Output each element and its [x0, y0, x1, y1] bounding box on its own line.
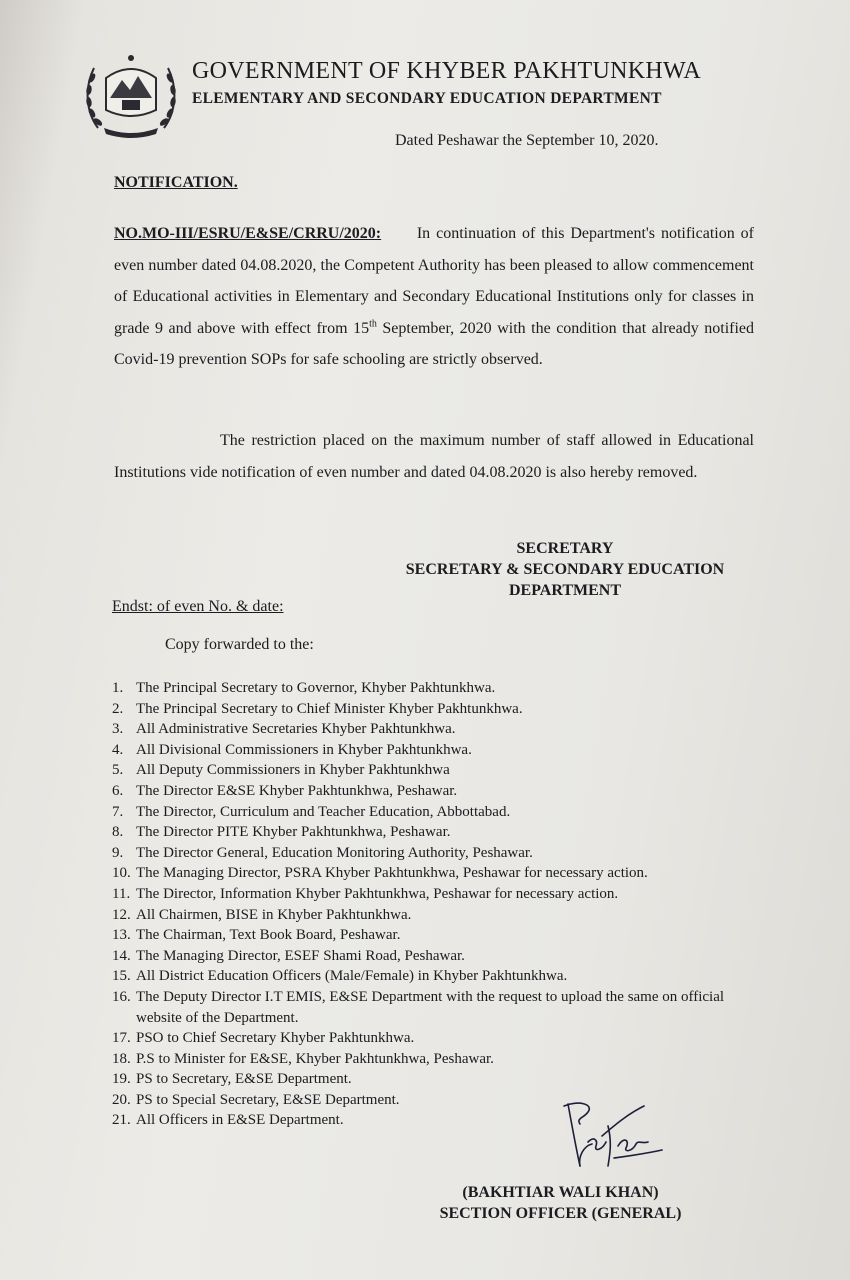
list-item-number: 19. [112, 1071, 131, 1088]
list-item [112, 802, 762, 823]
list-item [112, 699, 762, 720]
list-item-text: The Principal Secretary to Chief Minister Khyber Pakhtunkhwa. [136, 700, 523, 717]
officer-name: (BAKHTIAR WALI KHAN) [462, 1184, 659, 1201]
list-item-text: PS to Special Secretary, E&SE Department. [136, 1091, 400, 1108]
list-item-number: 17. [112, 1030, 131, 1047]
list-item-number: 10. [112, 865, 131, 882]
list-item-text: The Deputy Director I.T EMIS, E&SE Department with the request to upload the same on official website of the Department. [136, 988, 725, 1026]
notification-paragraph-2: The restriction placed on the maximum number of staff allowed in Educational Institutions vide notification of even number and dated 04.08.2020 is also hereby removed. [114, 432, 754, 481]
list-item-number: 14. [112, 947, 131, 964]
list-item-text: The Principal Secretary to Governor, Khyber Pakhtunkhwa. [136, 680, 496, 696]
list-item [112, 760, 762, 781]
reference-number: NO.MO-III/ESRU/E&SE/CRRU/2020: [114, 225, 382, 242]
list-item [112, 781, 762, 802]
list-item-number: 2. [112, 700, 124, 717]
list-item-number: 6. [112, 782, 124, 799]
section-officer-block [418, 1182, 703, 1224]
list-item-number: 9. [112, 844, 124, 861]
list-item-text: The Director PITE Khyber Pakhtunkhwa, Peshawar. [136, 824, 451, 841]
list-item-number: 1. [112, 680, 124, 696]
list-item-number: 16. [112, 988, 131, 1005]
list-item-number: 13. [112, 927, 131, 944]
list-item-text: The Director E&SE Khyber Pakhtunkhwa, Peshawar. [136, 782, 458, 799]
list-item [112, 719, 762, 740]
list-item [112, 884, 762, 905]
list-item-number: 12. [112, 906, 131, 923]
handwritten-signature [558, 1096, 670, 1176]
list-item-number: 4. [112, 741, 124, 758]
list-item [112, 1069, 762, 1090]
notification-paragraph-1 [114, 218, 754, 376]
list-item-number: 3. [112, 721, 124, 738]
copy-forwarded-line: Copy forwarded to the: [165, 636, 314, 653]
list-item [112, 740, 762, 761]
government-title: GOVERNMENT OF KHYBER PAKHTUNKHWA [192, 58, 701, 84]
list-item [112, 925, 762, 946]
list-item-text: The Managing Director, PSRA Khyber Pakhtunkhwa, Peshawar for necessary action. [136, 865, 648, 882]
government-emblem-icon [80, 48, 182, 140]
list-item [112, 678, 762, 699]
list-item-number: 21. [112, 1112, 131, 1129]
list-item [112, 905, 762, 926]
list-item [112, 843, 762, 864]
list-item-text: All District Education Officers (Male/Female) in Khyber Pakhtunkhwa. [136, 968, 568, 985]
secretary-line-3: DEPARTMENT [508, 582, 622, 599]
list-item-text: The Managing Director, ESEF Shami Road, Peshawar. [136, 947, 465, 964]
list-item-number: 11. [112, 885, 131, 902]
list-item-number: 18. [112, 1050, 131, 1067]
officer-title: SECTION OFFICER (GENERAL) [439, 1205, 682, 1222]
list-item-number: 20. [112, 1091, 131, 1108]
list-item [112, 863, 762, 884]
paragraph-1-text-b: September, 2020 with the condition that already notified Covid-19 prevention SOPs for safe schooling are strictly observed. [114, 319, 755, 368]
ordinal-suffix: th [369, 318, 377, 330]
distribution-list [112, 678, 762, 1131]
list-item-text: PS to Secretary, E&SE Department. [136, 1071, 352, 1088]
endorsement-line: Endst: of even No. & date: [112, 598, 284, 615]
list-item-text: PSO to Chief Secretary Khyber Pakhtunkhwa. [136, 1030, 415, 1047]
list-item [112, 987, 762, 1028]
list-item-text: P.S to Minister for E&SE, Khyber Pakhtunkhwa, Peshawar. [136, 1050, 494, 1067]
list-item [112, 946, 762, 967]
department-title: ELEMENTARY AND SECONDARY EDUCATION DEPARTMENT [192, 90, 662, 107]
list-item-number: 8. [112, 824, 124, 841]
list-item [112, 966, 762, 987]
list-item [112, 822, 762, 843]
list-item [112, 1049, 762, 1070]
list-item-text: The Chairman, Text Book Board, Peshawar. [136, 927, 401, 944]
dated-line: Dated Peshawar the September 10, 2020. [395, 132, 659, 149]
paragraph-1-text-a: In continuation of this Department's notification of even number dated 04.08.2020, the Competent Authority has been pleased to allow commencement of Educational activities in Elementary and Secondary Educational Institutions only for classes in grade 9 and above with effect from 15 [114, 225, 754, 337]
secretary-line-1: SECRETARY [516, 540, 614, 557]
list-item-text: All Officers in E&SE Department. [136, 1112, 344, 1129]
secretary-line-2: SECRETARY & SECONDARY EDUCATION [405, 561, 725, 578]
notification-heading: NOTIFICATION. [114, 174, 238, 191]
list-item-text: The Director, Information Khyber Pakhtunkhwa, Peshawar for necessary action. [136, 885, 619, 902]
list-item-text: All Divisional Commissioners in Khyber Pakhtunkhwa. [136, 741, 472, 758]
list-item-text: The Director, Curriculum and Teacher Education, Abbottabad. [136, 803, 511, 820]
list-item-number: 5. [112, 762, 124, 779]
list-item-text: The Director General, Education Monitoring Authority, Peshawar. [136, 844, 533, 861]
list-item-number: 15. [112, 968, 131, 985]
secretary-signature-block [380, 538, 750, 601]
list-item-text: All Deputy Commissioners in Khyber Pakhtunkhwa [136, 762, 450, 779]
list-item-text: All Chairmen, BISE in Khyber Pakhtunkhwa. [136, 906, 412, 923]
list-item-number: 7. [112, 803, 124, 820]
list-item-text: All Administrative Secretaries Khyber Pakhtunkhwa. [136, 721, 456, 738]
list-item [112, 1028, 762, 1049]
